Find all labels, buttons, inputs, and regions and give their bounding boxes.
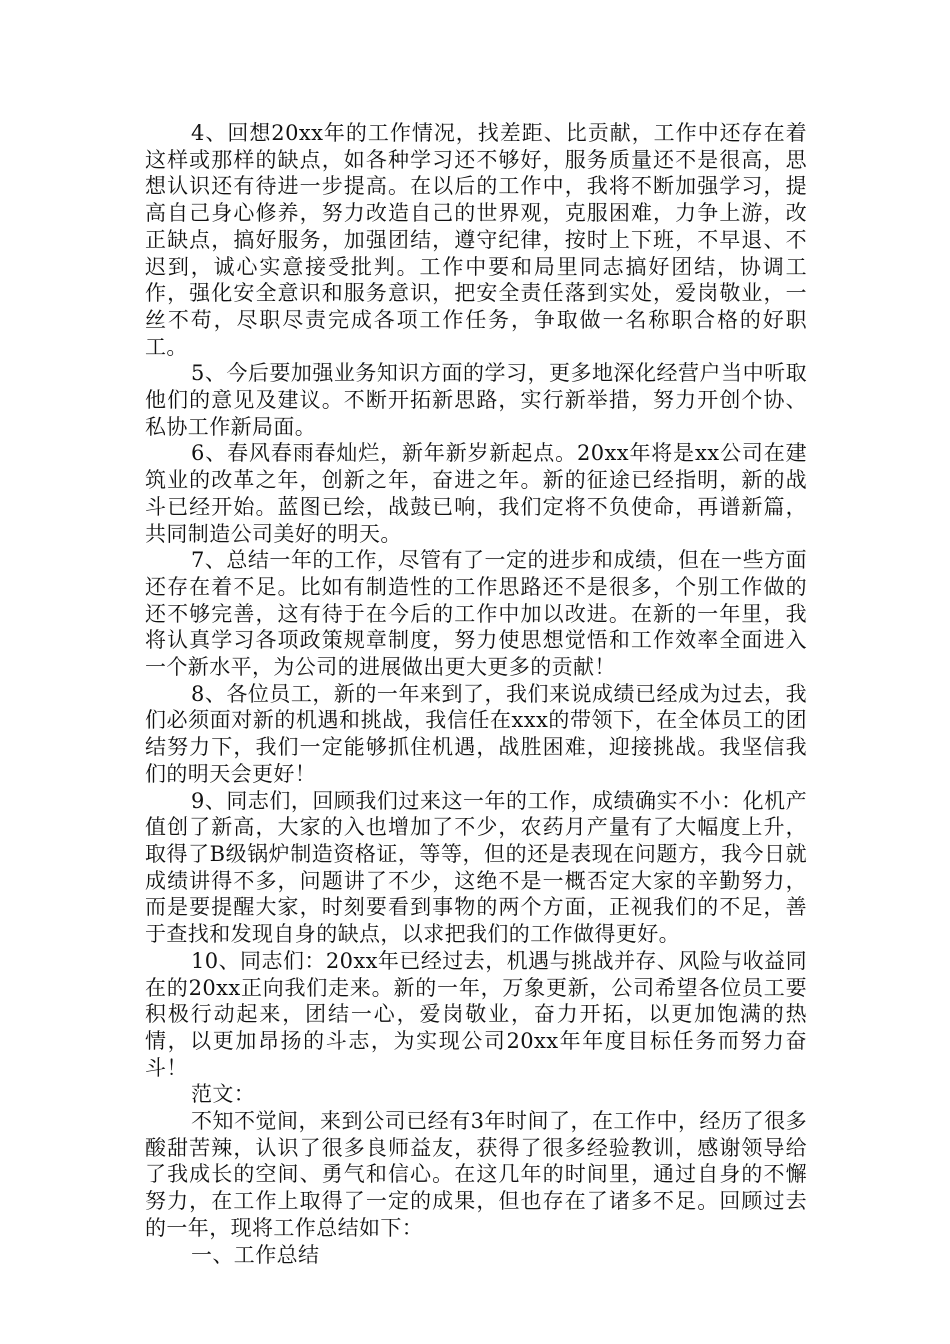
paragraph-10: 10、同志们：20xx年已经过去，机遇与挑战并存、风险与收益同在的20xx正向我们走来。新的一年，万象更新，公司希望各位员工要积极行动起来，团结一心，爱岗敬业，奋力开拓，以更加饱满的热情，以更加昂扬的斗志，为实现公司20xx年年度目标任务而努力奋斗！ (145, 948, 807, 1080)
sample-paragraph: 不知不觉间，来到公司已经有3年时间了，在工作中，经历了很多酸甜苦辣，认识了很多良师益友，获得了很多经验教训，感谢领导给了我成长的空间、勇气和信心。在这几年的时间里，通过自身的不懈努力，在工作上取得了一定的成果，但也存在了诸多不足。回顾过去的一年，现将工作总结如下： (145, 1109, 807, 1240)
paragraph-8: 8、各位员工，新的一年来到了，我们来说成绩已经成为过去，我们必须面对新的机遇和挑战，我信任在xxx的带领下，在全体员工的团结努力下，我们一定能够抓住机遇，战胜困难，迎接挑战。我坚信我们的明天会更好！ (145, 681, 807, 786)
sample-label: 范文： (191, 1082, 256, 1107)
document-page (145, 120, 807, 1268)
paragraph-5: 5、今后要加强业务知识方面的学习，更多地深化经营户当中听取他们的意见及建议。不断开拓新思路，实行新举措，努力开创个协、私协工作新局面。 (145, 361, 807, 439)
paragraph-7: 7、总结一年的工作，尽管有了一定的进步和成绩，但在一些方面还存在着不足。比如有制造性的工作思路还不是很多，个别工作做的还不够完善，这有待于在今后的工作中加以改进。在新的一年里，我将认真学习各项政策规章制度，努力使思想觉悟和工作效率全面进入一个新水平，为公司的进展做出更大更多的贡献！ (145, 548, 807, 680)
section-heading: 一、工作总结 (191, 1242, 320, 1267)
paragraph-9: 9、同志们，回顾我们过来这一年的工作，成绩确实不小：化机产值创了新高，大家的入也增加了不少，农药月产量有了大幅度上升，取得了B级锅炉制造资格证，等等，但的还是表现在问题方，我今日就成绩讲得不多，问题讲了不少，这绝不是一概否定大家的辛勤努力，而是要提醒大家，时刻要看到事物的两个方面，正视我们的不足，善于查找和发现自身的缺点，以求把我们的工作做得更好。 (145, 788, 807, 947)
paragraph-6: 6、春风春雨春灿烂，新年新岁新起点。20xx年将是xx公司在建筑业的改革之年，创新之年，奋进之年。新的征途已经指明，新的战斗已经开始。蓝图已绘，战鼓已响，我们定将不负使命，再谱新篇，共同制造公司美好的明天。 (145, 441, 807, 546)
paragraph-4: 4、回想20xx年的工作情况，找差距、比贡献，工作中还存在着这样或那样的缺点，如各种学习还不够好，服务质量还不是很高，思想认识还有待进一步提高。在以后的工作中，我将不断加强学习，提高自己身心修养，努力改造自己的世界观，克服困难，力争上游，改正缺点，搞好服务，加强团结，遵守纪律，按时上下班，不早退、不迟到，诚心实意接受批判。工作中要和局里同志搞好团结，协调工作，强化安全意识和服务意识，把安全责任落到实处，爱岗敬业，一丝不苟，尽职尽责完成各项工作任务，争取做一名称职合格的好职工。 (145, 121, 807, 359)
